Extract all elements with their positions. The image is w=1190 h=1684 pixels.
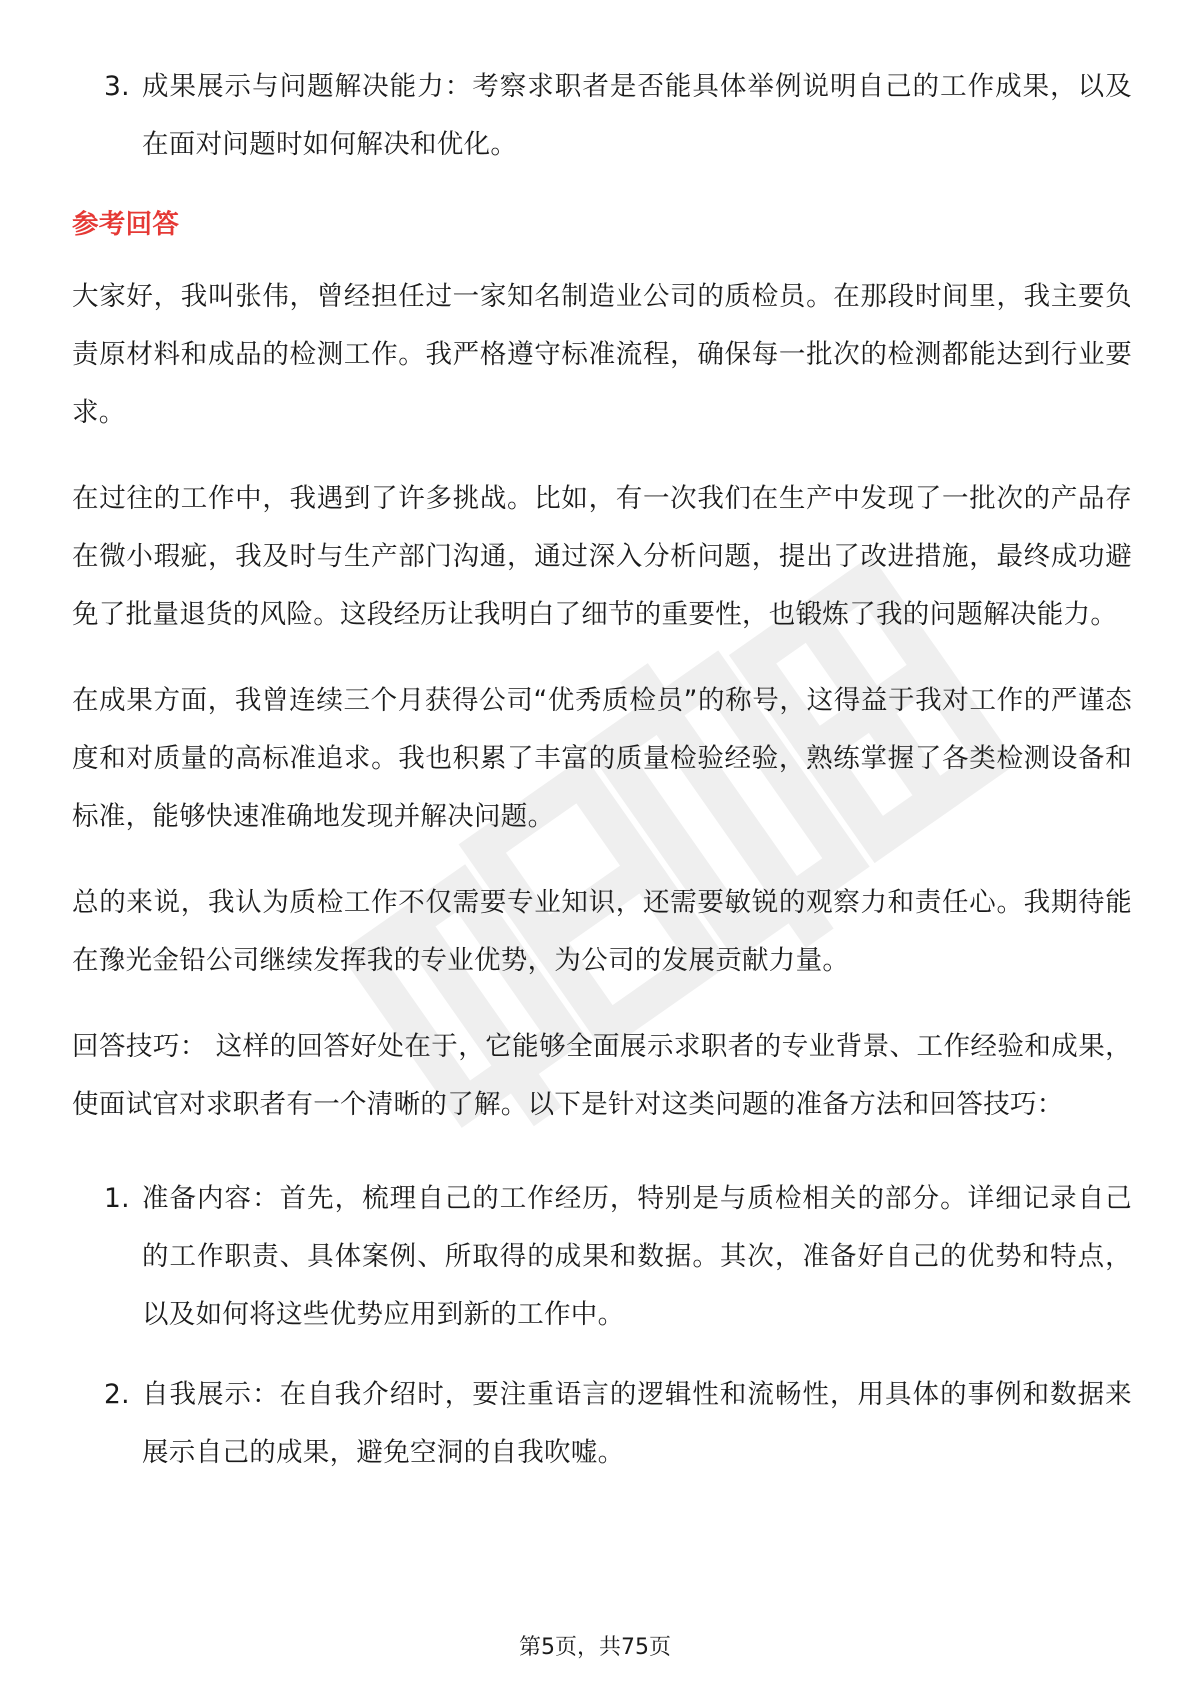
section-heading: 参考回答 bbox=[72, 209, 180, 240]
list-number: 1. bbox=[104, 1183, 130, 1214]
list-number: 2. bbox=[104, 1379, 130, 1410]
list-text: 准备内容：首先，梳理自己的工作经历，特别是与质检相关的部分。详细记录自己的工作职责、具体案例、所取得的成果和数据。其次，准备好自己的优势和特点，以及如何将这些优势应用到新的工作中。 bbox=[142, 1183, 1132, 1330]
list-number: 3. bbox=[104, 71, 130, 102]
paragraph-summary: 总的来说，我认为质检工作不仅需要专业知识，还需要敏锐的观察力和责任心。我期待能在豫光金铅公司继续发挥我的专业优势，为公司的发展贡献力量。 bbox=[72, 887, 1132, 976]
list-text: 自我展示：在自我介绍时，要注重语言的逻辑性和流畅性，用具体的事例和数据来展示自己的成果，避免空洞的自我吹嘘。 bbox=[142, 1379, 1132, 1468]
paragraph-intro: 大家好，我叫张伟，曾经担任过一家知名制造业公司的质检员。在那段时间里，我主要负责原材料和成品的检测工作。我严格遵守标准流程，确保每一批次的检测都能达到行业要求。 bbox=[72, 281, 1132, 428]
page-footer: 第5页，共75页 bbox=[519, 1635, 671, 1660]
paragraph-tips: 回答技巧： 这样的回答好处在于，它能够全面展示求职者的专业背景、工作经验和成果，使面试官对求职者有一个清晰的了解。以下是针对这类问题的准备方法和回答技巧： bbox=[72, 1031, 1132, 1120]
list-item-2 bbox=[88, 1366, 1132, 1482]
list-text: 成果展示与问题解决能力：考察求职者是否能具体举例说明自己的工作成果，以及在面对问题时如何解决和优化。 bbox=[142, 71, 1132, 160]
list-item-3 bbox=[88, 58, 1132, 174]
paragraph-achievements: 在成果方面，我曾连续三个月获得公司“优秀质检员”的称号，这得益于我对工作的严谨态度和对质量的高标准追求。我也积累了丰富的质量检验经验，熟练掌握了各类检测设备和标准，能够快速准确地发现并解决问题。 bbox=[72, 685, 1132, 832]
document-content bbox=[72, 58, 1132, 1504]
list-item-1 bbox=[88, 1170, 1132, 1344]
paragraph-challenges: 在过往的工作中，我遇到了许多挑战。比如，有一次我们在生产中发现了一批次的产品存在微小瑕疵，我及时与生产部门沟通，通过深入分析问题，提出了改进措施，最终成功避免了批量退货的风险。这段经历让我明白了细节的重要性，也锻炼了我的问题解决能力。 bbox=[72, 483, 1132, 630]
